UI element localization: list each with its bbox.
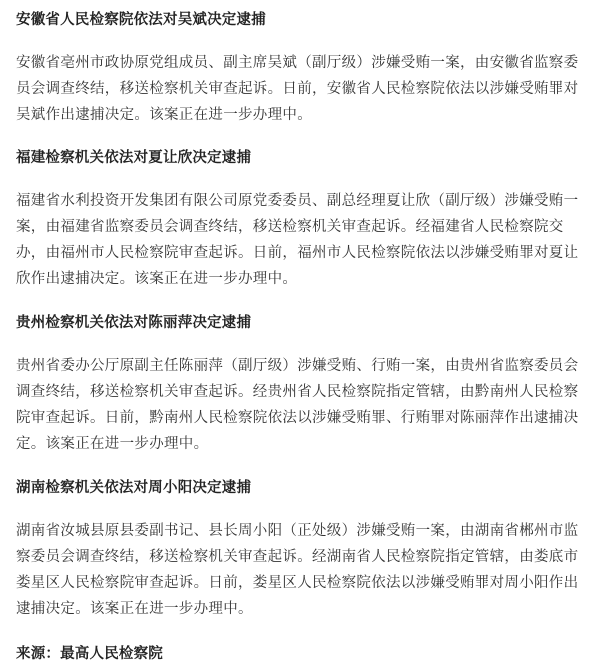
section-body: 湖南省汝城县原县委副书记、县长周小阳（正处级）涉嫌受贿一案，由湖南省郴州市监察委员会调查终结，移送检察机关审查起诉。经湖南省人民检察院指定管辖，由娄底市娄星区人民检察院审查起诉。日前，娄星区人民检察院依法以涉嫌受贿罪对周小阳作出逮捕决定。该案正在进一步办理中。 (16, 523, 579, 617)
section-body: 福建省水利投资开发集团有限公司原党委委员、副总经理夏让欣（副厅级）涉嫌受贿一案，由福建省监察委员会调查终结，移送检察机关审查起诉。经福建省人民检察院交办，由福州市人民检察院审查起诉。日前，福州市人民检察院依法以涉嫌受贿罪对夏让欣作出逮捕决定。该案正在进一步办理中。 (16, 193, 579, 287)
section-title: 湖南检察机关依法对周小阳决定逮捕 (16, 480, 252, 496)
section-title: 贵州检察机关依法对陈丽萍决定逮捕 (16, 315, 252, 331)
section-title: 安徽省人民检察院依法对吴斌决定逮捕 (16, 12, 266, 28)
section-title: 福建检察机关依法对夏让欣决定逮捕 (16, 150, 252, 166)
source-credit: 来源：最高人民检察院 (16, 646, 163, 662)
section-body: 安徽省亳州市政协原党组成员、副主席吴斌（副厅级）涉嫌受贿一案，由安徽省监察委员会调查终结，移送检察机关审查起诉。日前，安徽省人民检察院依法以涉嫌受贿罪对吴斌作出逮捕决定。该案正在进一步办理中。 (16, 55, 579, 123)
section-body: 贵州省委办公厅原副主任陈丽萍（副厅级）涉嫌受贿、行贿一案，由贵州省监察委员会调查终结，移送检察机关审查起诉。经贵州省人民检察院指定管辖，由黔南州人民检察院审查起诉。日前，黔南州人民检察院依法以涉嫌受贿罪、行贿罪对陈丽萍作出逮捕决定。该案正在进一步办理中。 (16, 358, 579, 452)
